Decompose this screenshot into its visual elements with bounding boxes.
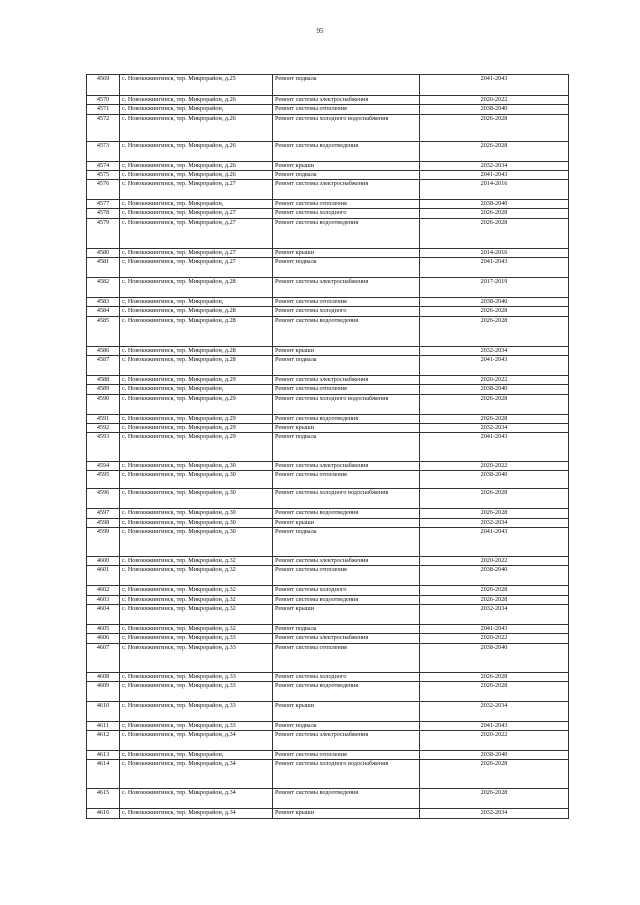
row-address: с. Новокижингинск, тер. Микрорайон, д.26 (120, 96, 273, 105)
row-work-type: Ремонт системы водоотведения (273, 316, 420, 346)
row-work-type: Ремонт системы электроснабжения (273, 180, 420, 200)
row-address: с. Новокижингинск, тер. Микрорайон, д.32 (120, 586, 273, 595)
row-address: с. Новокижингинск, тер. Микрорайон, д.28 (120, 316, 273, 346)
row-years: 2038-2040 (420, 643, 569, 672)
row-years: 2041-2043 (420, 528, 569, 557)
row-work-type: Ремонт крыши (273, 248, 420, 257)
row-work-type: Ремонт системы электроснабжения (273, 634, 420, 643)
row-address: с. Новокижингинск, тер. Микрорайон, д.27 (120, 180, 273, 200)
row-years: 2032-2034 (420, 604, 569, 624)
table-row (87, 489, 569, 509)
row-address: с. Новокижингинск, тер. Микрорайон, д.30 (120, 471, 273, 489)
row-address: с. Новокижингинск, тер. Микрорайон, д.34 (120, 789, 273, 809)
table-row (87, 209, 569, 218)
row-years: 2026-2028 (420, 586, 569, 595)
page-number: 95 (316, 27, 324, 35)
row-work-type: Ремонт системы отопления (273, 105, 420, 114)
table-body (87, 75, 569, 819)
row-years: 2026-2028 (420, 509, 569, 518)
row-address: с. Новокижингинск, тер. Микрорайон, (120, 385, 273, 394)
table-row (87, 471, 569, 489)
row-years: 2041-2043 (420, 721, 569, 730)
row-number: 4574 (87, 161, 120, 170)
row-number: 4585 (87, 316, 120, 346)
row-number: 4570 (87, 96, 120, 105)
row-number: 4601 (87, 566, 120, 586)
row-years: 2026-2028 (420, 789, 569, 809)
row-years: 2020-2022 (420, 375, 569, 384)
row-number: 4603 (87, 595, 120, 604)
row-work-type: Ремонт системы отопления (273, 200, 420, 209)
row-work-type: Ремонт системы холодного водоснабжения (273, 114, 420, 141)
row-address: с. Новокижингинск, тер. Микрорайон, д.32 (120, 557, 273, 566)
row-number: 4588 (87, 375, 120, 384)
row-work-type: Ремонт подвала (273, 528, 420, 557)
row-years: 2017-2019 (420, 278, 569, 298)
row-years: 2041-2043 (420, 624, 569, 633)
row-number: 4612 (87, 731, 120, 751)
row-work-type: Ремонт подвала (273, 170, 420, 179)
row-years: 2020-2022 (420, 96, 569, 105)
row-address: с. Новокижингинск, тер. Микрорайон, д.30 (120, 489, 273, 509)
table-row (87, 681, 569, 701)
table-row (87, 414, 569, 423)
repair-schedule-table (86, 74, 569, 819)
table-row (87, 105, 569, 114)
row-work-type: Ремонт системы отопления (273, 385, 420, 394)
row-address: с. Новокижингинск, тер. Микрорайон, д.28 (120, 278, 273, 298)
table-row (87, 423, 569, 432)
row-address: с. Новокижингинск, тер. Микрорайон, д.28 (120, 355, 273, 375)
table-row (87, 789, 569, 809)
row-years: 2026-2028 (420, 218, 569, 248)
row-number: 4587 (87, 355, 120, 375)
row-address: с. Новокижингинск, тер. Микрорайон, д.29 (120, 433, 273, 462)
row-address: с. Новокижингинск, тер. Микрорайон, д.34 (120, 760, 273, 789)
table-row (87, 557, 569, 566)
row-years: 2032-2034 (420, 346, 569, 355)
table-row (87, 218, 569, 248)
row-address: с. Новокижингинск, тер. Микрорайон, д.29 (120, 375, 273, 384)
row-work-type: Ремонт системы отопления (273, 471, 420, 489)
row-work-type: Ремонт крыши (273, 161, 420, 170)
row-address: с. Новокижингинск, тер. Микрорайон, д.29 (120, 394, 273, 414)
row-work-type: Ремонт системы холодного (273, 307, 420, 316)
row-number: 4572 (87, 114, 120, 141)
row-work-type: Ремонт системы водоотведения (273, 681, 420, 701)
row-address: с. Новокижингинск, тер. Микрорайон, д.33 (120, 721, 273, 730)
row-years: 2026-2028 (420, 114, 569, 141)
row-work-type: Ремонт системы электроснабжения (273, 557, 420, 566)
row-years: 2026-2028 (420, 209, 569, 218)
row-years: 2032-2034 (420, 161, 569, 170)
row-years: 2041-2043 (420, 433, 569, 462)
table-row (87, 258, 569, 278)
row-work-type: Ремонт системы холодного водоснабжения (273, 489, 420, 509)
table-row (87, 161, 569, 170)
table-row (87, 96, 569, 105)
row-address: с. Новокижингинск, тер. Микрорайон, д.34 (120, 731, 273, 751)
row-work-type: Ремонт подвала (273, 624, 420, 633)
table-row (87, 200, 569, 209)
row-work-type: Ремонт системы отопления (273, 643, 420, 672)
row-address: с. Новокижингинск, тер. Микрорайон, д.27 (120, 258, 273, 278)
row-years: 2041-2043 (420, 170, 569, 179)
row-work-type: Ремонт системы холодного водоснабжения (273, 394, 420, 414)
table-row (87, 278, 569, 298)
table-row (87, 170, 569, 179)
row-address: с. Новокижингинск, тер. Микрорайон, д.26 (120, 114, 273, 141)
row-work-type: Ремонт крыши (273, 346, 420, 355)
row-years: 2014-2016 (420, 248, 569, 257)
row-work-type: Ремонт системы электроснабжения (273, 375, 420, 384)
table-row (87, 114, 569, 141)
row-number: 4579 (87, 218, 120, 248)
row-years: 2020-2022 (420, 557, 569, 566)
table-row (87, 180, 569, 200)
row-work-type: Ремонт системы электроснабжения (273, 278, 420, 298)
row-years: 2032-2034 (420, 809, 569, 818)
table-row (87, 375, 569, 384)
row-work-type: Ремонт системы водоотведения (273, 141, 420, 161)
row-years: 2038-2040 (420, 751, 569, 760)
row-work-type: Ремонт подвала (273, 355, 420, 375)
row-years: 2020-2022 (420, 634, 569, 643)
row-number: 4599 (87, 528, 120, 557)
row-address: с. Новокижингинск, тер. Микрорайон, д.27 (120, 218, 273, 248)
table-row (87, 721, 569, 730)
table-row (87, 751, 569, 760)
row-work-type: Ремонт системы холодного (273, 586, 420, 595)
row-work-type: Ремонт системы отопления (273, 751, 420, 760)
row-number: 4578 (87, 209, 120, 218)
row-address: с. Новокижингинск, тер. Микрорайон, д.30 (120, 518, 273, 527)
row-address: с. Новокижингинск, тер. Микрорайон, д.26 (120, 161, 273, 170)
row-number: 4592 (87, 423, 120, 432)
table-row (87, 701, 569, 721)
row-work-type: Ремонт системы холодного (273, 672, 420, 681)
table-row (87, 75, 569, 96)
row-number: 4577 (87, 200, 120, 209)
row-work-type: Ремонт системы водоотведения (273, 509, 420, 518)
row-number: 4580 (87, 248, 120, 257)
row-number: 4573 (87, 141, 120, 161)
row-years: 2026-2028 (420, 595, 569, 604)
table-row (87, 385, 569, 394)
table-row (87, 586, 569, 595)
table-row (87, 566, 569, 586)
row-number: 4611 (87, 721, 120, 730)
row-number: 4582 (87, 278, 120, 298)
row-address: с. Новокижингинск, тер. Микрорайон, д.29 (120, 423, 273, 432)
row-work-type: Ремонт крыши (273, 701, 420, 721)
row-work-type: Ремонт системы водоотведения (273, 595, 420, 604)
row-years: 2038-2040 (420, 105, 569, 114)
row-address: с. Новокижингинск, тер. Микрорайон, д.29 (120, 414, 273, 423)
row-work-type: Ремонт подвала (273, 721, 420, 730)
row-address: с. Новокижингинск, тер. Микрорайон, д.26 (120, 141, 273, 161)
table-row (87, 248, 569, 257)
table-row (87, 595, 569, 604)
row-address: с. Новокижингинск, тер. Микрорайон, д.32 (120, 566, 273, 586)
row-number: 4606 (87, 634, 120, 643)
row-years: 2038-2040 (420, 298, 569, 307)
row-address: с. Новокижингинск, тер. Микрорайон, д.33 (120, 672, 273, 681)
row-number: 4593 (87, 433, 120, 462)
table-row (87, 809, 569, 818)
table-row (87, 394, 569, 414)
row-years: 2041-2043 (420, 75, 569, 96)
row-number: 4616 (87, 809, 120, 818)
row-number: 4589 (87, 385, 120, 394)
row-years: 2020-2022 (420, 731, 569, 751)
row-work-type: Ремонт системы электроснабжения (273, 96, 420, 105)
row-number: 4581 (87, 258, 120, 278)
row-number: 4604 (87, 604, 120, 624)
table-row (87, 355, 569, 375)
row-number: 4576 (87, 180, 120, 200)
row-address: с. Новокижингинск, тер. Микрорайон, д.28 (120, 307, 273, 316)
row-address: с. Новокижингинск, тер. Микрорайон, д.33 (120, 701, 273, 721)
row-address: с. Новокижингинск, тер. Микрорайон, д.30 (120, 509, 273, 518)
row-number: 4583 (87, 298, 120, 307)
row-number: 4591 (87, 414, 120, 423)
row-number: 4613 (87, 751, 120, 760)
table-row (87, 462, 569, 471)
row-address: с. Новокижингинск, тер. Микрорайон, (120, 200, 273, 209)
row-work-type: Ремонт системы отопления (273, 298, 420, 307)
table-row (87, 509, 569, 518)
row-number: 4600 (87, 557, 120, 566)
row-address: с. Новокижингинск, тер. Микрорайон, д.26 (120, 170, 273, 179)
row-number: 4602 (87, 586, 120, 595)
table-row (87, 298, 569, 307)
row-address: с. Новокижингинск, тер. Микрорайон, (120, 298, 273, 307)
table-row (87, 731, 569, 751)
row-address: с. Новокижингинск, тер. Микрорайон, (120, 105, 273, 114)
row-address: с. Новокижингинск, тер. Микрорайон, д.27 (120, 248, 273, 257)
row-number: 4605 (87, 624, 120, 633)
row-address: с. Новокижингинск, тер. Микрорайон, д.25 (120, 75, 273, 96)
table-row (87, 316, 569, 346)
row-number: 4590 (87, 394, 120, 414)
row-years: 2026-2028 (420, 489, 569, 509)
table-row (87, 760, 569, 789)
row-years: 2026-2028 (420, 141, 569, 161)
row-years: 2038-2040 (420, 471, 569, 489)
row-years: 2038-2040 (420, 566, 569, 586)
table-row (87, 624, 569, 633)
row-years: 2026-2028 (420, 394, 569, 414)
row-address: с. Новокижингинск, тер. Микрорайон, д.33 (120, 681, 273, 701)
row-work-type: Ремонт системы водоотведения (273, 789, 420, 809)
row-number: 4597 (87, 509, 120, 518)
table-row (87, 518, 569, 527)
row-address: с. Новокижингинск, тер. Микрорайон, д.28 (120, 346, 273, 355)
row-address: с. Новокижингинск, тер. Микрорайон, д.33 (120, 643, 273, 672)
row-years: 2026-2028 (420, 307, 569, 316)
row-number: 4596 (87, 489, 120, 509)
row-number: 4598 (87, 518, 120, 527)
table-row (87, 346, 569, 355)
row-number: 4595 (87, 471, 120, 489)
row-work-type: Ремонт подвала (273, 433, 420, 462)
row-number: 4608 (87, 672, 120, 681)
row-work-type: Ремонт системы холодного водоснабжения (273, 760, 420, 789)
row-years: 2026-2028 (420, 414, 569, 423)
row-number: 4607 (87, 643, 120, 672)
row-work-type: Ремонт крыши (273, 809, 420, 818)
table-row (87, 643, 569, 672)
row-number: 4594 (87, 462, 120, 471)
table-row (87, 672, 569, 681)
row-work-type: Ремонт крыши (273, 604, 420, 624)
row-number: 4614 (87, 760, 120, 789)
row-address: с. Новокижингинск, тер. Микрорайон, д.32 (120, 624, 273, 633)
row-number: 4571 (87, 105, 120, 114)
row-address: с. Новокижингинск, тер. Микрорайон, (120, 751, 273, 760)
row-work-type: Ремонт подвала (273, 75, 420, 96)
row-number: 4610 (87, 701, 120, 721)
row-work-type: Ремонт системы электроснабжения (273, 731, 420, 751)
row-number: 4609 (87, 681, 120, 701)
row-years: 2026-2028 (420, 672, 569, 681)
row-number: 4584 (87, 307, 120, 316)
row-years: 2014-2016 (420, 180, 569, 200)
table-row (87, 141, 569, 161)
table-row (87, 528, 569, 557)
row-work-type: Ремонт подвала (273, 258, 420, 278)
row-address: с. Новокижингинск, тер. Микрорайон, д.27 (120, 209, 273, 218)
row-address: с. Новокижингинск, тер. Микрорайон, д.33 (120, 634, 273, 643)
row-work-type: Ремонт системы водоотведения (273, 414, 420, 423)
table-row (87, 433, 569, 462)
row-years: 2038-2040 (420, 200, 569, 209)
row-years: 2026-2028 (420, 760, 569, 789)
row-years: 2032-2034 (420, 423, 569, 432)
row-work-type: Ремонт крыши (273, 518, 420, 527)
row-number: 4575 (87, 170, 120, 179)
row-number: 4569 (87, 75, 120, 96)
table-row (87, 634, 569, 643)
row-work-type: Ремонт системы водоотведения (273, 218, 420, 248)
row-years: 2020-2022 (420, 462, 569, 471)
row-work-type: Ремонт системы отопления (273, 566, 420, 586)
table-row (87, 307, 569, 316)
row-address: с. Новокижингинск, тер. Микрорайон, д.30 (120, 462, 273, 471)
row-number: 4586 (87, 346, 120, 355)
row-years: 2026-2028 (420, 681, 569, 701)
row-years: 2026-2028 (420, 316, 569, 346)
row-address: с. Новокижингинск, тер. Микрорайон, д.34 (120, 809, 273, 818)
row-work-type: Ремонт системы холодного (273, 209, 420, 218)
row-years: 2038-2040 (420, 385, 569, 394)
row-years: 2041-2043 (420, 258, 569, 278)
row-years: 2041-2043 (420, 355, 569, 375)
row-address: с. Новокижингинск, тер. Микрорайон, д.32 (120, 595, 273, 604)
row-work-type: Ремонт системы электроснабжения (273, 462, 420, 471)
table-row (87, 604, 569, 624)
row-address: с. Новокижингинск, тер. Микрорайон, д.30 (120, 528, 273, 557)
row-years: 2032-2034 (420, 518, 569, 527)
row-address: с. Новокижингинск, тер. Микрорайон, д.32 (120, 604, 273, 624)
row-number: 4615 (87, 789, 120, 809)
row-work-type: Ремонт крыши (273, 423, 420, 432)
row-years: 2032-2034 (420, 701, 569, 721)
